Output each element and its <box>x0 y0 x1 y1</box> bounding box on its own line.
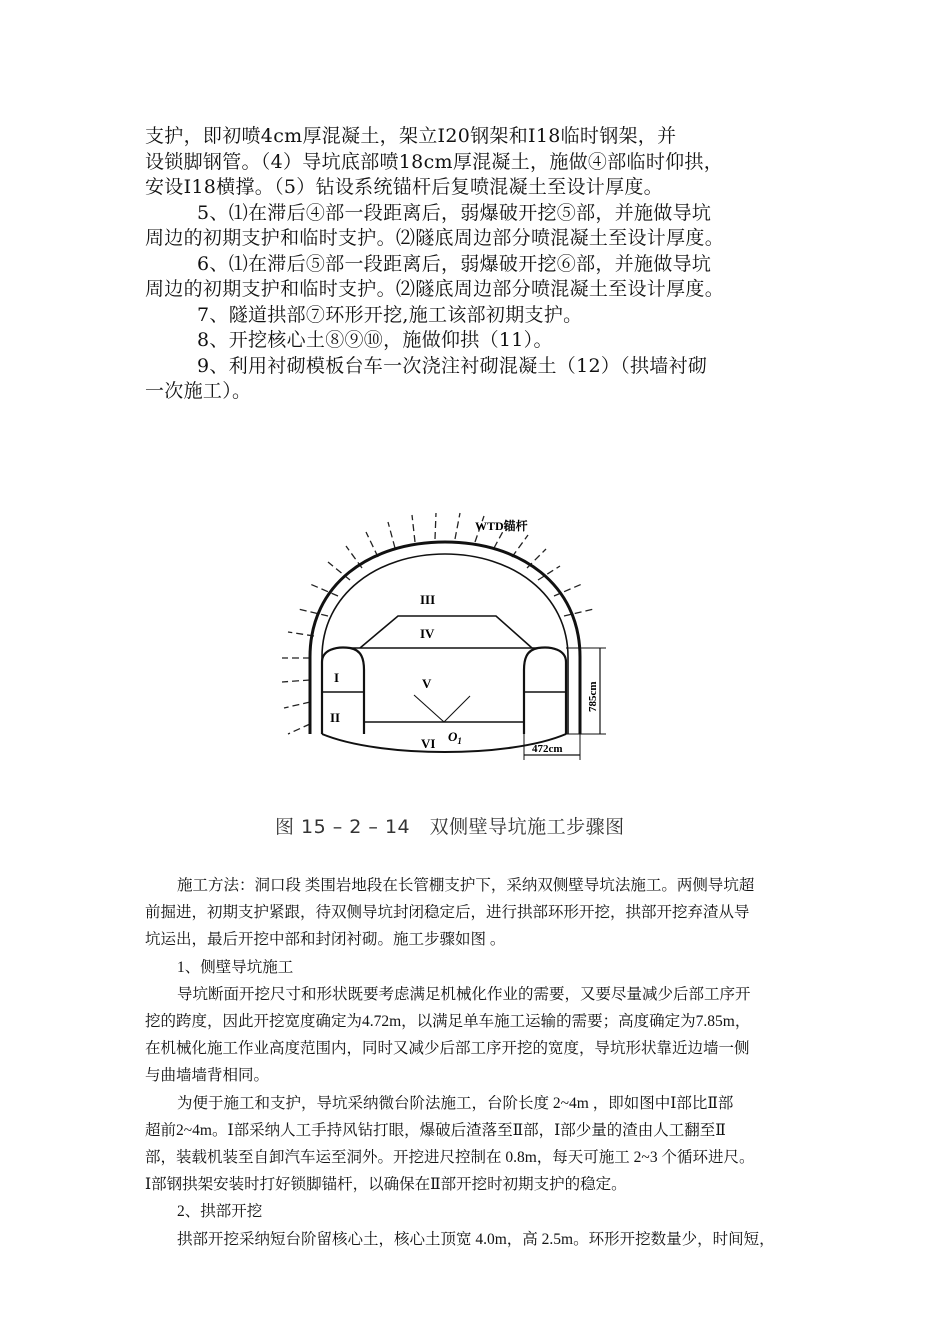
text-line: 前掘进，初期支护紧跟，待双侧导坑封闭稳定后，进行拱部环形开挖，拱部开挖弃渣从导 <box>145 904 750 922</box>
top-paragraphs <box>145 124 825 405</box>
text-line: 设锁脚钢管。（4）导坑底部喷18cm厚混凝土，施做④部临时仰拱， <box>145 150 724 173</box>
bottom-paragraphs <box>145 872 825 1253</box>
text-line: 6、⑴在滞后⑤部一段距离后，弱爆破开挖⑥部，并施做导坑 <box>197 252 712 275</box>
text-line: 拱部开挖采纳短台阶留核心土，核心土顶宽 4.0m，高 2.5m。环形开挖数量少，时间短， <box>177 1230 775 1248</box>
section-label-4: IV <box>420 626 435 641</box>
text-line: 在机械化施工作业高度范围内，同时又减少后部工序开挖的宽度，导坑形状靠近边墙一侧 <box>145 1040 750 1058</box>
text-line: 导坑断面开挖尺寸和形状既要考虑满足机械化作业的需要，又要尽量减少后部工序开 <box>177 985 751 1003</box>
figure-caption: 图 15 – 2 – 14 双侧壁导坑施工步骤图 <box>275 816 625 838</box>
text-line: 周边的初期支护和临时支护。⑵隧底周边部分喷混凝土至设计厚度。 <box>145 227 725 249</box>
center-subscript: 1 <box>457 736 462 746</box>
text-line: 为便于施工和支护，导坑采纳微台阶法施工，台阶长度 2~4m ，即如图中Ⅰ部比Ⅱ部 <box>177 1094 734 1112</box>
section-heading: 2、拱部开挖 <box>177 1203 263 1221</box>
text-line: 超前2~4m。Ⅰ部采纳人工手持风钻打眼，爆破后渣落至Ⅱ部，Ⅰ部少量的渣由人工翻至Ⅱ <box>145 1121 726 1139</box>
tunnel-diagram <box>270 512 650 774</box>
text-line: 9、利用衬砌模板台车一次浇注衬砌混凝土（12）（拱墙衬砌 <box>197 354 708 377</box>
text-line: 8、开挖核心土⑧⑨⑩，施做仰拱（11）。 <box>197 329 553 351</box>
text-line: 支护，即初喷4cm厚混凝土，架立Ⅰ20钢架和Ⅰ18临时钢架，并 <box>145 125 677 147</box>
text-line: 5、⑴在滞后④部一段距离后，弱爆破开挖⑤部，并施做导坑 <box>197 201 712 224</box>
section-label-6: VI <box>421 736 436 751</box>
text-line: 7、隧道拱部⑦环形开挖,施工该部初期支护。 <box>197 303 583 326</box>
text-line: 周边的初期支护和临时支护。⑵隧底周边部分喷混凝土至设计厚度。 <box>145 278 725 300</box>
text-line: 施工方法：洞口段 类围岩地段在长管棚支护下，采纳双侧壁导坑法施工。两侧导坑超 <box>177 877 755 894</box>
section-label-1: I <box>334 670 340 685</box>
section-heading: 1、侧壁导坑施工 <box>177 958 294 976</box>
section-label-5: V <box>422 676 432 691</box>
section-label-2: II <box>330 710 341 725</box>
anchor-bolts <box>282 513 594 734</box>
height-dimension: 785cm <box>587 681 599 712</box>
center-label: O <box>448 729 458 744</box>
text-line: 一次施工）。 <box>145 380 252 402</box>
text-line: 坑运出，最后开挖中部和封闭衬砌。施工步骤如图 。 <box>145 931 506 949</box>
svg-text:O1 <box>448 729 462 746</box>
width-dimension: 472cm <box>532 743 563 755</box>
anchor-label: WTD锚杆 <box>475 519 528 533</box>
text-line: 挖的跨度，因此开挖宽度确定为4.72m，以满足单车施工运输的需要；高度确定为7.85m， <box>145 1013 751 1031</box>
section-label-3: III <box>420 592 436 607</box>
text-line: Ⅰ部钢拱架安装时打好锁脚锚杆，以确保在Ⅱ部开挖时初期支护的稳定。 <box>145 1176 627 1194</box>
text-line: 安设Ⅰ18横撑。（5）钻设系统锚杆后复喷混凝土至设计厚度。 <box>145 176 663 198</box>
text-line: 部，装载机装至自卸汽车运至洞外。开挖进尺控制在 0.8m，每天可施工 2~3 个循环进尺。 <box>145 1149 755 1167</box>
text-line: 与曲墙墙背相同。 <box>145 1067 270 1085</box>
